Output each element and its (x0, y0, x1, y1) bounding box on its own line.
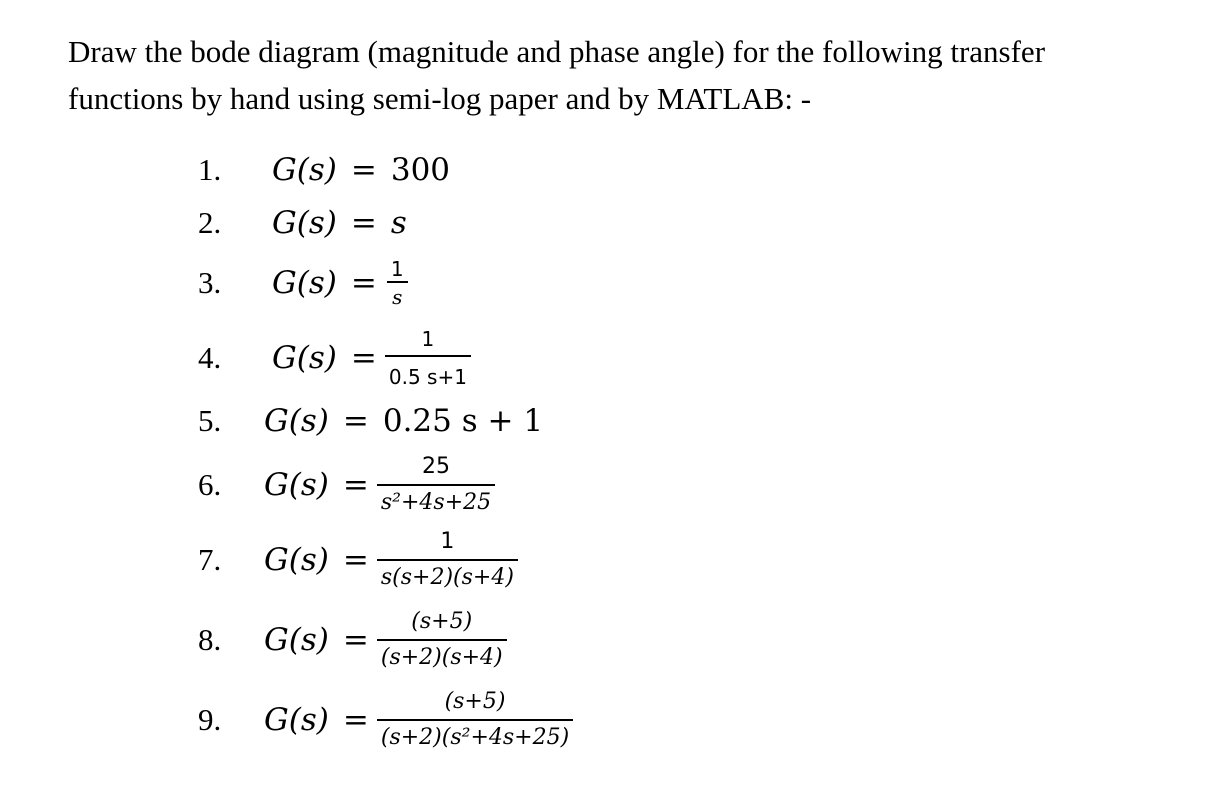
fraction-numerator: 1 (421, 327, 435, 351)
problem-statement-line-2: functions by hand using semi-log paper and by MATLAB: - (68, 81, 812, 116)
equals-sign: = (342, 622, 369, 658)
equals-sign: = (350, 205, 377, 241)
equation-rhs: 300 (390, 152, 451, 188)
fraction-numerator: 1 (390, 257, 404, 281)
equation-lhs: G(s) (264, 702, 329, 738)
fraction-bar (377, 639, 507, 641)
fraction (385, 327, 471, 389)
equation-number: 4. (198, 340, 222, 375)
equals-sign: = (342, 702, 369, 738)
equation-number: 5. (198, 403, 222, 438)
equation-rhs: 0.25 s + 1 (382, 403, 544, 439)
fraction (377, 689, 573, 751)
equation-6 (198, 455, 495, 515)
equation-lhs: G(s) (264, 542, 329, 578)
fraction-numerator: (s+5) (444, 689, 506, 714)
fraction-denominator: s (392, 285, 403, 309)
equation-number: 1. (198, 152, 222, 187)
fraction (377, 529, 518, 591)
fraction (387, 257, 408, 309)
equation-lhs: G(s) (272, 152, 337, 188)
equals-sign: = (350, 340, 377, 376)
fraction-bar (387, 281, 408, 283)
equation-3 (198, 253, 408, 313)
problem-statement-line-1: Draw the bode diagram (magnitude and phase angle) for the following transfer (68, 34, 1046, 69)
equals-sign: = (350, 265, 377, 301)
equation-number: 9. (198, 702, 222, 737)
fraction-bar (377, 559, 518, 561)
fraction (377, 454, 495, 516)
fraction-denominator: s²+4s+25 (380, 490, 492, 515)
fraction-bar (377, 484, 495, 486)
fraction-numerator: (s+5) (411, 609, 473, 634)
fraction (377, 609, 507, 671)
equation-9 (198, 690, 573, 750)
fraction-numerator: 1 (440, 529, 455, 554)
fraction-denominator: s(s+2)(s+4) (380, 565, 514, 590)
fraction-denominator: (s+2)(s+4) (380, 645, 503, 670)
equation-5 (198, 391, 543, 451)
equation-1 (198, 140, 450, 200)
equation-number: 3. (198, 265, 222, 300)
fraction-denominator: (s+2)(s²+4s+25) (380, 725, 570, 750)
fraction-bar (377, 719, 573, 721)
equation-number: 6. (198, 467, 222, 502)
equation-lhs: G(s) (272, 265, 337, 301)
equation-number: 7. (198, 542, 222, 577)
equals-sign: = (350, 152, 377, 188)
fraction-numerator: 25 (421, 454, 450, 479)
problem-statement (68, 28, 1214, 122)
equals-sign: = (342, 467, 369, 503)
equation-2 (198, 193, 407, 253)
equation-lhs: G(s) (264, 467, 329, 503)
equation-lhs: G(s) (272, 205, 337, 241)
equation-number: 2. (198, 205, 222, 240)
equation-rhs: s (390, 205, 407, 241)
fraction-denominator: 0.5 s+1 (388, 365, 467, 389)
equation-8 (198, 610, 507, 670)
equation-7 (198, 530, 518, 590)
fraction-bar (385, 355, 471, 357)
equation-4 (198, 328, 471, 388)
equation-lhs: G(s) (264, 622, 329, 658)
equation-number: 8. (198, 622, 222, 657)
equation-lhs: G(s) (272, 340, 337, 376)
equation-lhs: G(s) (264, 403, 329, 439)
equals-sign: = (342, 542, 369, 578)
equals-sign: = (342, 403, 369, 439)
